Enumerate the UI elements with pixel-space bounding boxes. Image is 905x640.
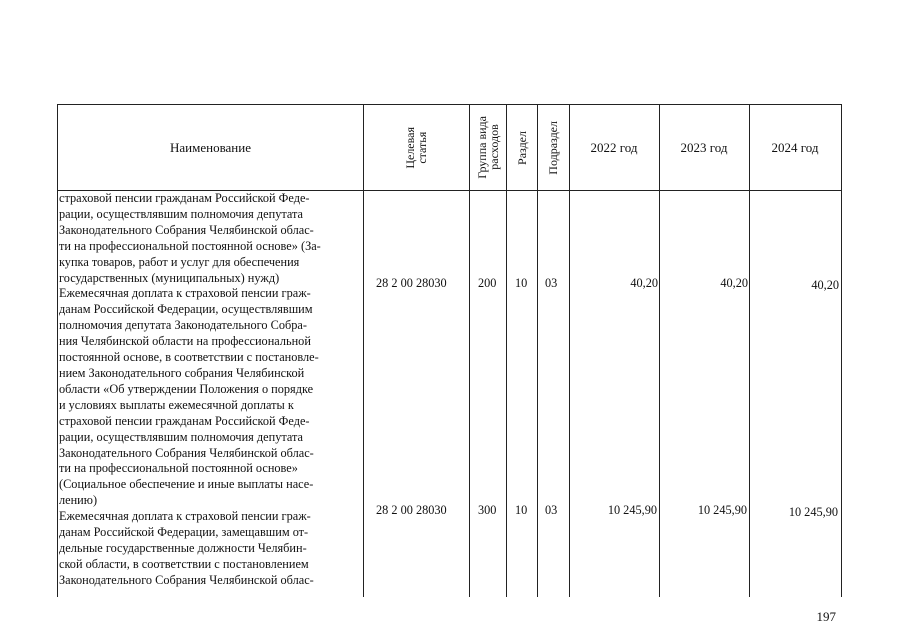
row2-2022: 10 245,90 (607, 503, 657, 517)
row2-2024: 10 245,90 (788, 505, 838, 519)
row1-2024: 40,20 (811, 278, 839, 292)
header-name: Наименование (170, 139, 251, 155)
row2-target-article: 28 2 00 28030 (376, 503, 447, 517)
row2-expense-group: 300 (478, 503, 497, 517)
header-section: Раздел (514, 130, 529, 165)
row2-section: 10 (515, 503, 528, 517)
row1-2022: 40,20 (630, 276, 658, 290)
budget-table (57, 104, 842, 597)
header-subsection: Подраздел (546, 120, 560, 175)
header-2022: 2022 год (590, 139, 638, 155)
header-2024: 2024 год (771, 139, 819, 155)
row1-subsection: 03 (545, 276, 558, 290)
header-target-article: Целевая статья (403, 126, 429, 169)
row1-section: 10 (515, 276, 528, 290)
page-number: 197 (816, 609, 836, 624)
row2-subsection: 03 (545, 503, 558, 517)
row2-2023: 10 245,90 (697, 503, 747, 517)
header-expense-group: Группа вида расходов (474, 116, 501, 179)
row1-target-article: 28 2 00 28030 (376, 276, 447, 290)
row1-2023: 40,20 (720, 276, 748, 290)
name-column-text: страховой пенсии гражданам Российской Феде- рации, осуществлявшим полномочия депутата Законодательного Собрания Челябинской облас- ти на профессиональной постоянной основе» (За- купка товаров, работ и услуг для обеспечения государственных (муниципальных) нужд) Ежемесячная доплата к страховой пенсии граж- данам Российской Федерации, осуществлявшим полномочия депутата Законодательного Собра- ния Челябинской области на профессиональной постоянной основе, в соответствии с постановле- нием Законодательного собрания Челябинской области «Об утверждении Положения о порядке и условиях выплаты ежемесячной доплаты к страховой пенсии гражданам Российской Феде- рации, осуществлявшим полномочия депутата Законодательного Собрания Челябинской облас- ти на профессиональной постоянной основе» (Социальное обеспечение и иные выплаты насе- лению) Ежемесячная доплата к страховой пенсии граж- данам Российской Федерации, замещавшим от- дельные государственные должности Челябин- ской области, в соответствии с постановлением Законодательного Собрания Челябинской облас- (59, 191, 321, 587)
row1-expense-group: 200 (478, 276, 497, 290)
header-2023: 2023 год (680, 139, 728, 155)
